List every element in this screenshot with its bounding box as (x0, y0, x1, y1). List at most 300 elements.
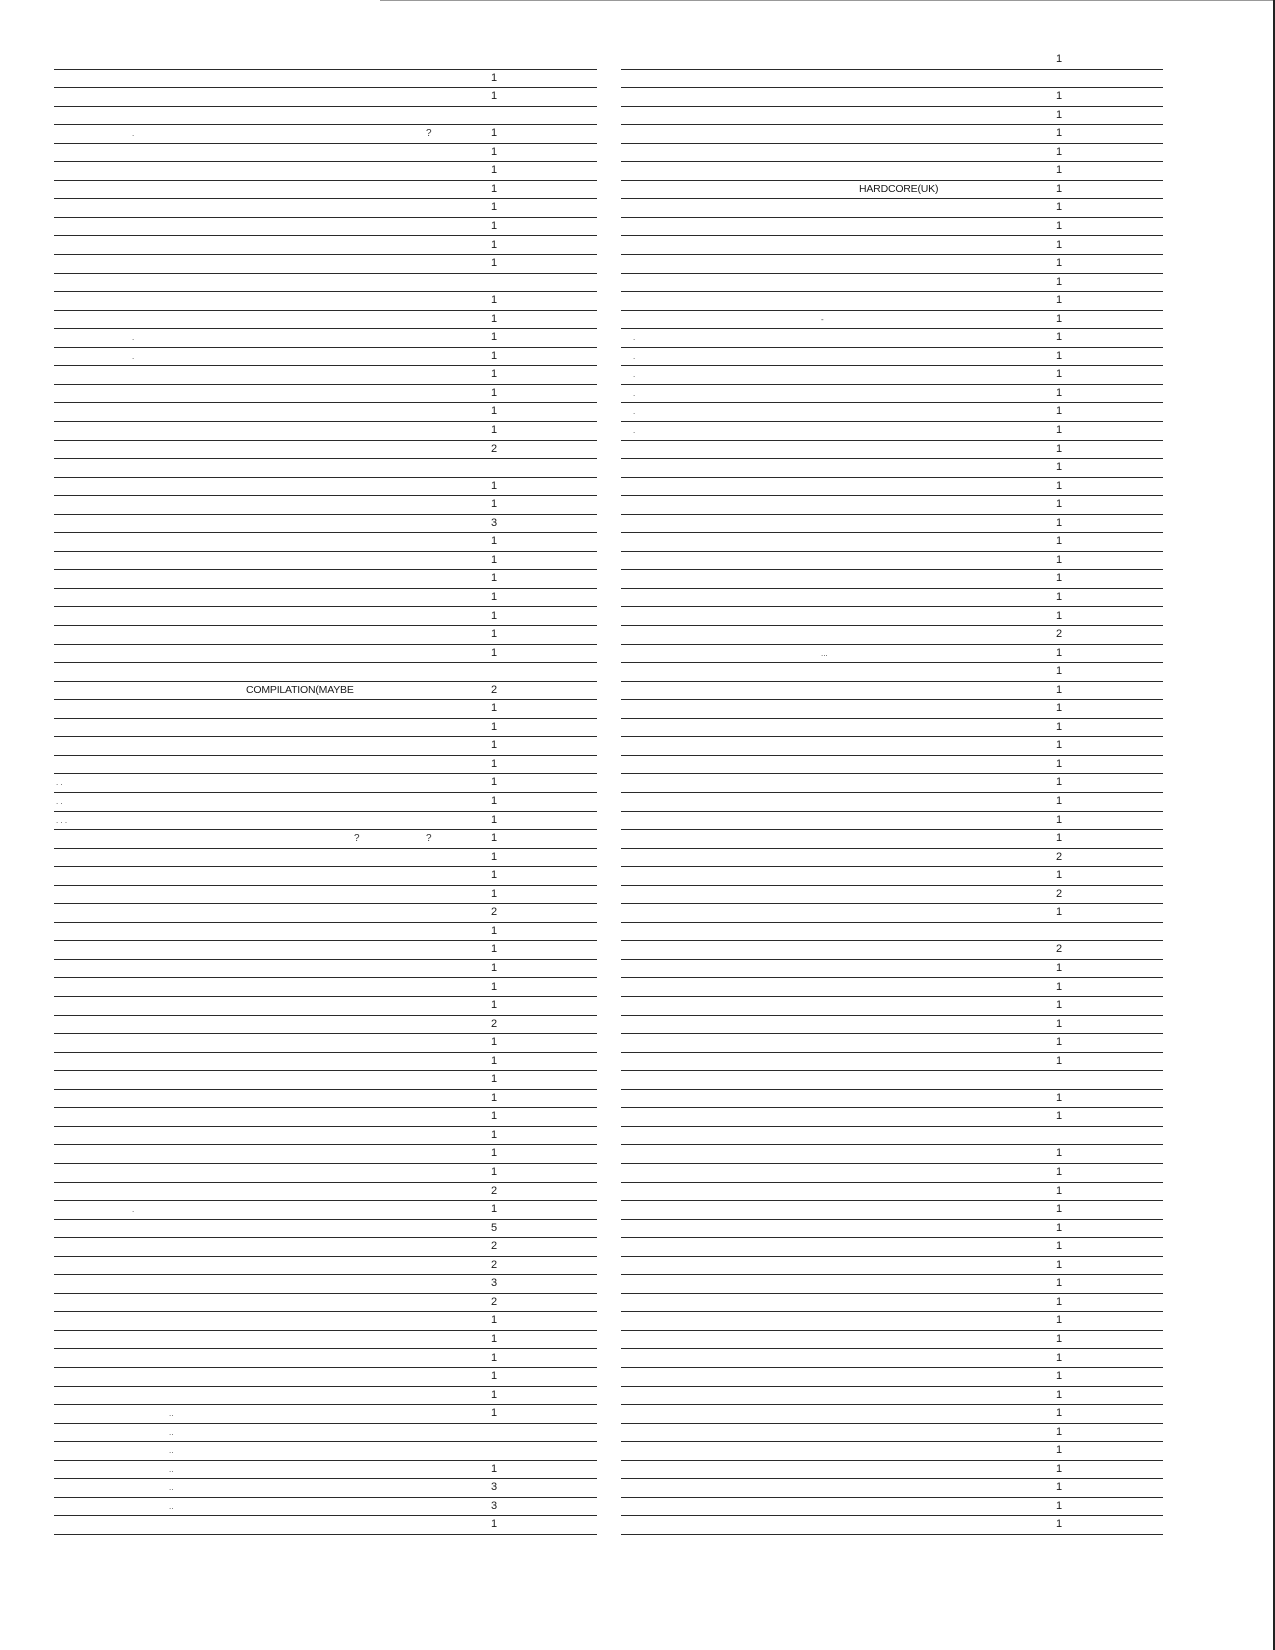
row-count: 2 (1056, 887, 1063, 900)
row-count: 1 (1056, 1277, 1063, 1290)
table-row (54, 848, 597, 868)
table-row (621, 1182, 1163, 1202)
row-count: 1 (1056, 368, 1063, 381)
table-row (621, 829, 1163, 849)
row-count: 1 (1056, 1425, 1063, 1438)
row-count: 1 (1056, 498, 1063, 511)
row-count: 1 (491, 90, 498, 103)
table-row (621, 681, 1163, 701)
row-count: 1 (491, 961, 498, 974)
table-row (621, 365, 1163, 385)
table-row (54, 347, 597, 367)
row-count: 1 (1056, 720, 1063, 733)
table-row (54, 978, 597, 998)
row-count: 1 (1056, 590, 1063, 603)
row-count: 1 (1056, 757, 1063, 770)
row-count: 1 (1056, 90, 1063, 103)
row-count: 1 (1056, 312, 1063, 325)
table-row (621, 347, 1163, 367)
row-count: 1 (491, 1166, 498, 1178)
table-row (54, 180, 597, 200)
row-dots: .. (169, 1446, 174, 1456)
row-count: 1 (491, 182, 498, 195)
row-count: 1 (491, 1370, 498, 1383)
table-row (54, 996, 597, 1016)
row-count: 1 (1056, 145, 1063, 158)
table-row (621, 1441, 1163, 1461)
table-row (54, 681, 597, 701)
table-row (621, 1237, 1163, 1257)
table-row (621, 1033, 1163, 1053)
table-row (54, 1367, 597, 1387)
row-count: 3 (491, 516, 498, 529)
table-row (621, 217, 1163, 237)
row-count: 1 (1056, 461, 1063, 474)
row-count: 1 (491, 1036, 498, 1049)
table-row (54, 273, 597, 293)
row-count: 1 (491, 813, 498, 826)
row-count: 1 (491, 1203, 498, 1216)
row-count: 1 (1056, 776, 1063, 789)
table-row (621, 773, 1163, 793)
table-row (54, 1330, 597, 1350)
table-row (621, 1200, 1163, 1220)
table-row (54, 755, 597, 775)
row-dots: . (633, 370, 636, 380)
table-row (621, 328, 1163, 348)
row-count: 1 (491, 943, 498, 956)
table-row (621, 124, 1163, 144)
scan-top-edge (380, 0, 1275, 1)
row-count: 1 (1056, 1091, 1063, 1104)
table-row (54, 940, 597, 960)
table-row (621, 1478, 1163, 1498)
table-row (54, 328, 597, 348)
row-count: 1 (1056, 646, 1063, 659)
row-count: 1 (491, 628, 498, 641)
row-count: 3 (491, 1499, 498, 1512)
row-count: 1 (1056, 1407, 1063, 1420)
row-count: 1 (1056, 405, 1063, 418)
row-count: 1 (1056, 424, 1063, 436)
row-count: 1 (1056, 1184, 1063, 1197)
table-row (54, 662, 597, 682)
table-row (54, 1163, 597, 1183)
row-count: 1 (491, 1128, 498, 1141)
table-row (54, 143, 597, 163)
row-count: 1 (491, 257, 498, 270)
table-row (54, 1144, 597, 1164)
row-count: 1 (1056, 516, 1063, 529)
row-count: 1 (1056, 1481, 1063, 1494)
table-row (54, 1089, 597, 1109)
row-count: 1 (491, 386, 498, 399)
table-row (621, 198, 1163, 218)
row-count: 1 (1056, 813, 1063, 826)
table-row (54, 1497, 597, 1517)
table-row (621, 866, 1163, 886)
row-count: 1 (1056, 275, 1063, 288)
row-count: 1 (1056, 999, 1063, 1012)
row-dots: .. (169, 1427, 174, 1437)
row-count: 1 (1056, 1017, 1063, 1030)
table-row (54, 644, 597, 664)
table-row (54, 477, 597, 497)
table-row (54, 736, 597, 756)
table-row (54, 1219, 597, 1239)
table-row (621, 1460, 1163, 1480)
row-count: 1 (491, 887, 498, 900)
table-row (54, 458, 597, 478)
row-count: 1 (1056, 795, 1063, 807)
table-row (54, 365, 597, 385)
row-count: 1 (1056, 294, 1063, 307)
table-row (621, 662, 1163, 682)
row-count: 1 (1056, 1295, 1063, 1308)
table-row (54, 1423, 597, 1443)
table-row (621, 848, 1163, 868)
row-count: 1 (1056, 53, 1063, 65)
row-count: 1 (1056, 1314, 1063, 1327)
table-row (621, 588, 1163, 608)
table-row (621, 940, 1163, 960)
row-dots: . (633, 388, 636, 398)
table-row (621, 458, 1163, 478)
row-count: 1 (491, 71, 498, 84)
row-count: 1 (1056, 257, 1063, 270)
row-count: 1 (491, 498, 498, 511)
question-mark: ? (354, 833, 360, 845)
row-count: 1 (491, 349, 498, 362)
row-count: 1 (491, 553, 498, 566)
table-row (621, 106, 1163, 126)
row-rule (54, 1534, 597, 1535)
table-row (621, 1070, 1163, 1090)
row-count: 2 (491, 1017, 498, 1030)
table-row (54, 1386, 597, 1406)
row-count: 1 (1056, 609, 1063, 622)
row-count: 1 (1056, 1518, 1063, 1531)
row-dot: . (132, 1205, 135, 1215)
table-row (621, 1126, 1163, 1146)
table-row (621, 1311, 1163, 1331)
table-row (621, 402, 1163, 422)
table-row (621, 1386, 1163, 1406)
table-row (621, 532, 1163, 552)
table-row (621, 87, 1163, 107)
row-count: 1 (491, 1462, 498, 1475)
row-count: 2 (491, 906, 498, 919)
table-row (621, 1367, 1163, 1387)
row-count: 1 (491, 535, 498, 548)
table-row (54, 1070, 597, 1090)
row-count: 1 (1056, 572, 1063, 585)
table-row (54, 1404, 597, 1424)
table-row (621, 1515, 1163, 1535)
row-count: 1 (1056, 1499, 1063, 1512)
table-row (54, 384, 597, 404)
row-count: 2 (491, 1258, 498, 1271)
row-count: 1 (491, 145, 498, 158)
table-row (54, 87, 597, 107)
table-row (621, 477, 1163, 497)
table-row (54, 607, 597, 627)
table-row (54, 254, 597, 274)
row-count: 1 (491, 424, 498, 436)
row-count: 1 (1056, 1147, 1063, 1160)
row-count: 1 (491, 1091, 498, 1104)
table-row (54, 959, 597, 979)
row-count: 1 (1056, 479, 1063, 492)
table-row (54, 1052, 597, 1072)
table-row (54, 1293, 597, 1313)
table-row (621, 254, 1163, 274)
table-row (54, 198, 597, 218)
row-dots: . . . (56, 815, 68, 825)
table-row (54, 106, 597, 126)
row-count: 1 (491, 1314, 498, 1327)
row-count: 1 (491, 312, 498, 325)
row-dots: .. (169, 1409, 174, 1419)
row-count: 3 (491, 1277, 498, 1290)
row-dots: ... (821, 648, 828, 658)
row-count: 1 (491, 1518, 498, 1531)
row-count: 1 (1056, 1351, 1063, 1364)
row-count: 3 (491, 1481, 498, 1494)
table-row (621, 959, 1163, 979)
table-row (621, 495, 1163, 515)
table-row (621, 1293, 1163, 1313)
row-count: 2 (1056, 628, 1063, 641)
table-row (621, 922, 1163, 942)
row-count: 1 (1056, 1166, 1063, 1178)
question-mark: ? (426, 833, 432, 845)
row-count: 2 (491, 442, 498, 455)
table-row (54, 1274, 597, 1294)
row-count: 1 (491, 776, 498, 789)
table-row (621, 1163, 1163, 1183)
row-count: 1 (1056, 1462, 1063, 1475)
table-row (54, 1256, 597, 1276)
row-count: 1 (491, 757, 498, 770)
table-row (54, 588, 597, 608)
table-row (54, 1182, 597, 1202)
row-count: 1 (491, 924, 498, 937)
row-count: 5 (491, 1221, 498, 1234)
row-count: 1 (491, 164, 498, 177)
table-row (54, 885, 597, 905)
table-row (621, 551, 1163, 571)
row-count: 1 (491, 795, 498, 807)
table-row (54, 1015, 597, 1035)
table-row (54, 866, 597, 886)
row-count: 1 (491, 1147, 498, 1160)
table-row (621, 143, 1163, 163)
row-dots: . . (56, 778, 63, 788)
row-count: 2 (491, 1240, 498, 1253)
table-row (54, 569, 597, 589)
table-row (54, 1515, 597, 1535)
table-row (621, 569, 1163, 589)
table-row (54, 50, 597, 70)
row-dots: . (633, 407, 636, 417)
table-row (621, 1330, 1163, 1350)
table-row (621, 69, 1163, 89)
table-row (621, 903, 1163, 923)
row-rule (621, 1534, 1163, 1535)
question-mark: ? (426, 128, 432, 140)
table-row (621, 699, 1163, 719)
row-count: 2 (491, 683, 498, 696)
table-row (54, 1460, 597, 1480)
row-count: 1 (491, 590, 498, 603)
row-count: 1 (491, 331, 498, 344)
table-row (621, 1497, 1163, 1517)
row-count: 1 (491, 702, 498, 715)
table-row (54, 1441, 597, 1461)
table-row (621, 736, 1163, 756)
row-count: 1 (491, 1110, 498, 1123)
row-dot: . (132, 129, 135, 139)
row-label: COMPILATION(MAYBE (246, 683, 354, 696)
row-dots: . (633, 333, 636, 343)
row-count: 1 (1056, 869, 1063, 882)
table-row (54, 236, 597, 256)
row-count: 1 (1056, 1036, 1063, 1049)
row-count: 1 (1056, 1240, 1063, 1253)
table-row (621, 644, 1163, 664)
table-row (54, 718, 597, 738)
table-row (54, 532, 597, 552)
table-row (621, 625, 1163, 645)
table-row (621, 718, 1163, 738)
row-count: 1 (491, 999, 498, 1012)
table-row (54, 514, 597, 534)
table-row (54, 811, 597, 831)
row-count: 1 (1056, 683, 1063, 696)
row-count: 1 (491, 1332, 498, 1345)
table-row (621, 1089, 1163, 1109)
row-dots: . (633, 351, 636, 361)
row-dot: . (132, 351, 135, 361)
table-row (54, 1033, 597, 1053)
table-row (621, 755, 1163, 775)
table-row (54, 440, 597, 460)
row-count: 1 (491, 1407, 498, 1420)
table-row (54, 625, 597, 645)
table-row (54, 69, 597, 89)
row-count: 1 (491, 832, 498, 845)
table-row (54, 1311, 597, 1331)
row-count: 1 (1056, 553, 1063, 566)
row-count: 1 (1056, 1110, 1063, 1123)
table-row (54, 922, 597, 942)
row-count: 1 (1056, 1258, 1063, 1271)
table-row (54, 773, 597, 793)
row-count: 1 (1056, 108, 1063, 121)
row-dots: - (821, 314, 824, 324)
table-row (621, 1274, 1163, 1294)
table-row (621, 1423, 1163, 1443)
table-row (621, 1052, 1163, 1072)
row-dots: .. (169, 1501, 174, 1511)
table-row (621, 161, 1163, 181)
table-row (621, 440, 1163, 460)
table-row (621, 978, 1163, 998)
row-count: 1 (1056, 906, 1063, 919)
table-row (621, 514, 1163, 534)
row-count: 1 (1056, 961, 1063, 974)
row-count: 1 (1056, 702, 1063, 715)
row-count: 1 (1056, 739, 1063, 752)
row-count: 1 (491, 869, 498, 882)
row-count: 1 (491, 238, 498, 251)
row-count: 1 (491, 1054, 498, 1067)
row-count: 1 (1056, 331, 1063, 344)
table-row (621, 811, 1163, 831)
row-count: 2 (491, 1295, 498, 1308)
table-row (54, 217, 597, 237)
table-row (54, 1107, 597, 1127)
row-count: 1 (491, 1351, 498, 1364)
table-row (54, 829, 597, 849)
row-count: 1 (1056, 1054, 1063, 1067)
row-label: HARDCORE(UK) (859, 182, 939, 195)
row-count: 1 (1056, 980, 1063, 993)
table-row (54, 291, 597, 311)
row-count: 1 (491, 201, 498, 214)
table-row (54, 1126, 597, 1146)
row-count: 1 (491, 1073, 498, 1086)
row-count: 2 (491, 1184, 498, 1197)
row-count: 1 (1056, 1444, 1063, 1457)
row-count: 1 (1056, 349, 1063, 362)
row-count: 1 (491, 572, 498, 585)
table-row (621, 607, 1163, 627)
table-row (621, 291, 1163, 311)
table-row (621, 1144, 1163, 1164)
table-row (54, 421, 597, 441)
table-row (54, 402, 597, 422)
row-count: 1 (1056, 442, 1063, 455)
table-row (54, 310, 597, 330)
row-count: 1 (1056, 164, 1063, 177)
table-row (621, 1015, 1163, 1035)
row-count: 1 (1056, 182, 1063, 195)
table-row (54, 124, 597, 144)
row-count: 1 (491, 127, 498, 140)
row-count: 1 (491, 368, 498, 381)
row-count: 1 (491, 1388, 498, 1401)
table-row (54, 1349, 597, 1369)
row-count: 1 (1056, 386, 1063, 399)
row-count: 1 (1056, 535, 1063, 548)
table-row (621, 273, 1163, 293)
row-dots: .. (169, 1464, 174, 1474)
table-row (621, 792, 1163, 812)
table-row (54, 551, 597, 571)
table-row (621, 1219, 1163, 1239)
row-count: 1 (1056, 1370, 1063, 1383)
row-count: 1 (1056, 1221, 1063, 1234)
row-count: 1 (1056, 665, 1063, 678)
row-dots: . (633, 426, 636, 435)
table-row (621, 180, 1163, 200)
table-row (621, 1404, 1163, 1424)
table-row (621, 384, 1163, 404)
row-count: 1 (1056, 832, 1063, 845)
row-count: 1 (491, 294, 498, 307)
